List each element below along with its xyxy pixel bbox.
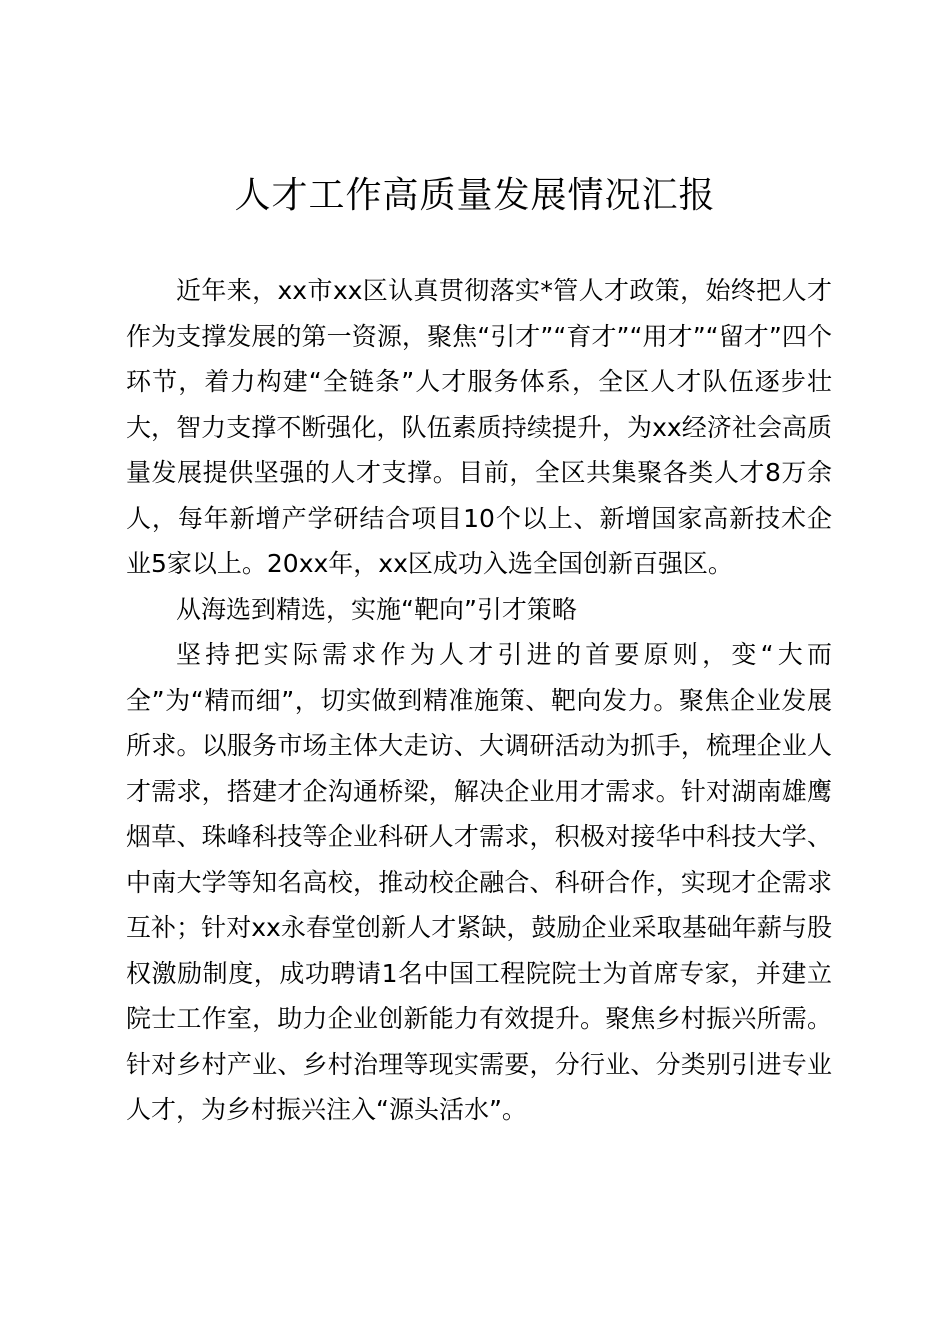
document-body — [126, 268, 832, 1133]
section-heading: 从海选到精选，实施“靶向”引才策略 — [176, 594, 577, 624]
document-title: 人才工作高质量发展情况汇报 — [234, 175, 716, 216]
intro-paragraph: 近年来，xx市xx区认真贯彻落实*管人才政策，始终把人才作为支撑发展的第一资源，聚焦“引才”“育才”“用才”“留才”四个环节，着力构建“全链条”人才服务体系，全区人才队伍逐步壮大，智力支撑不断强化，队伍素质持续提升，为xx经济社会高质量发展提供坚强的人才支撑。目前，全区共集聚各类人才8万余人，每年新增产学研结合项目10个以上、新增国家高新技术企业5家以上。20xx年，xx区成功入选全国创新百强区。 — [126, 276, 832, 578]
section-paragraph: 坚持把实际需求作为人才引进的首要原则，变“大而全”为“精而细”，切实做到精准施策、靶向发力。聚焦企业发展所求。以服务市场主体大走访、大调研活动为抓手，梳理企业人才需求，搭建才企沟通桥梁，解决企业用才需求。针对湖南雄鹰烟草、珠峰科技等企业科研人才需求，积极对接华中科技大学、中南大学等知名高校，推动校企融合、科研合作，实现才企需求互补；针对xx永春堂创新人才紧缺，鼓励企业采取基础年薪与股权激励制度，成功聘请1名中国工程院院士为首席专家，并建立院士工作室，助力企业创新能力有效提升。聚焦乡村振兴所需。针对乡村产业、乡村治理等现实需要，分行业、分类别引进专业人才，为乡村振兴注入“源头活水”。 — [126, 640, 832, 1124]
